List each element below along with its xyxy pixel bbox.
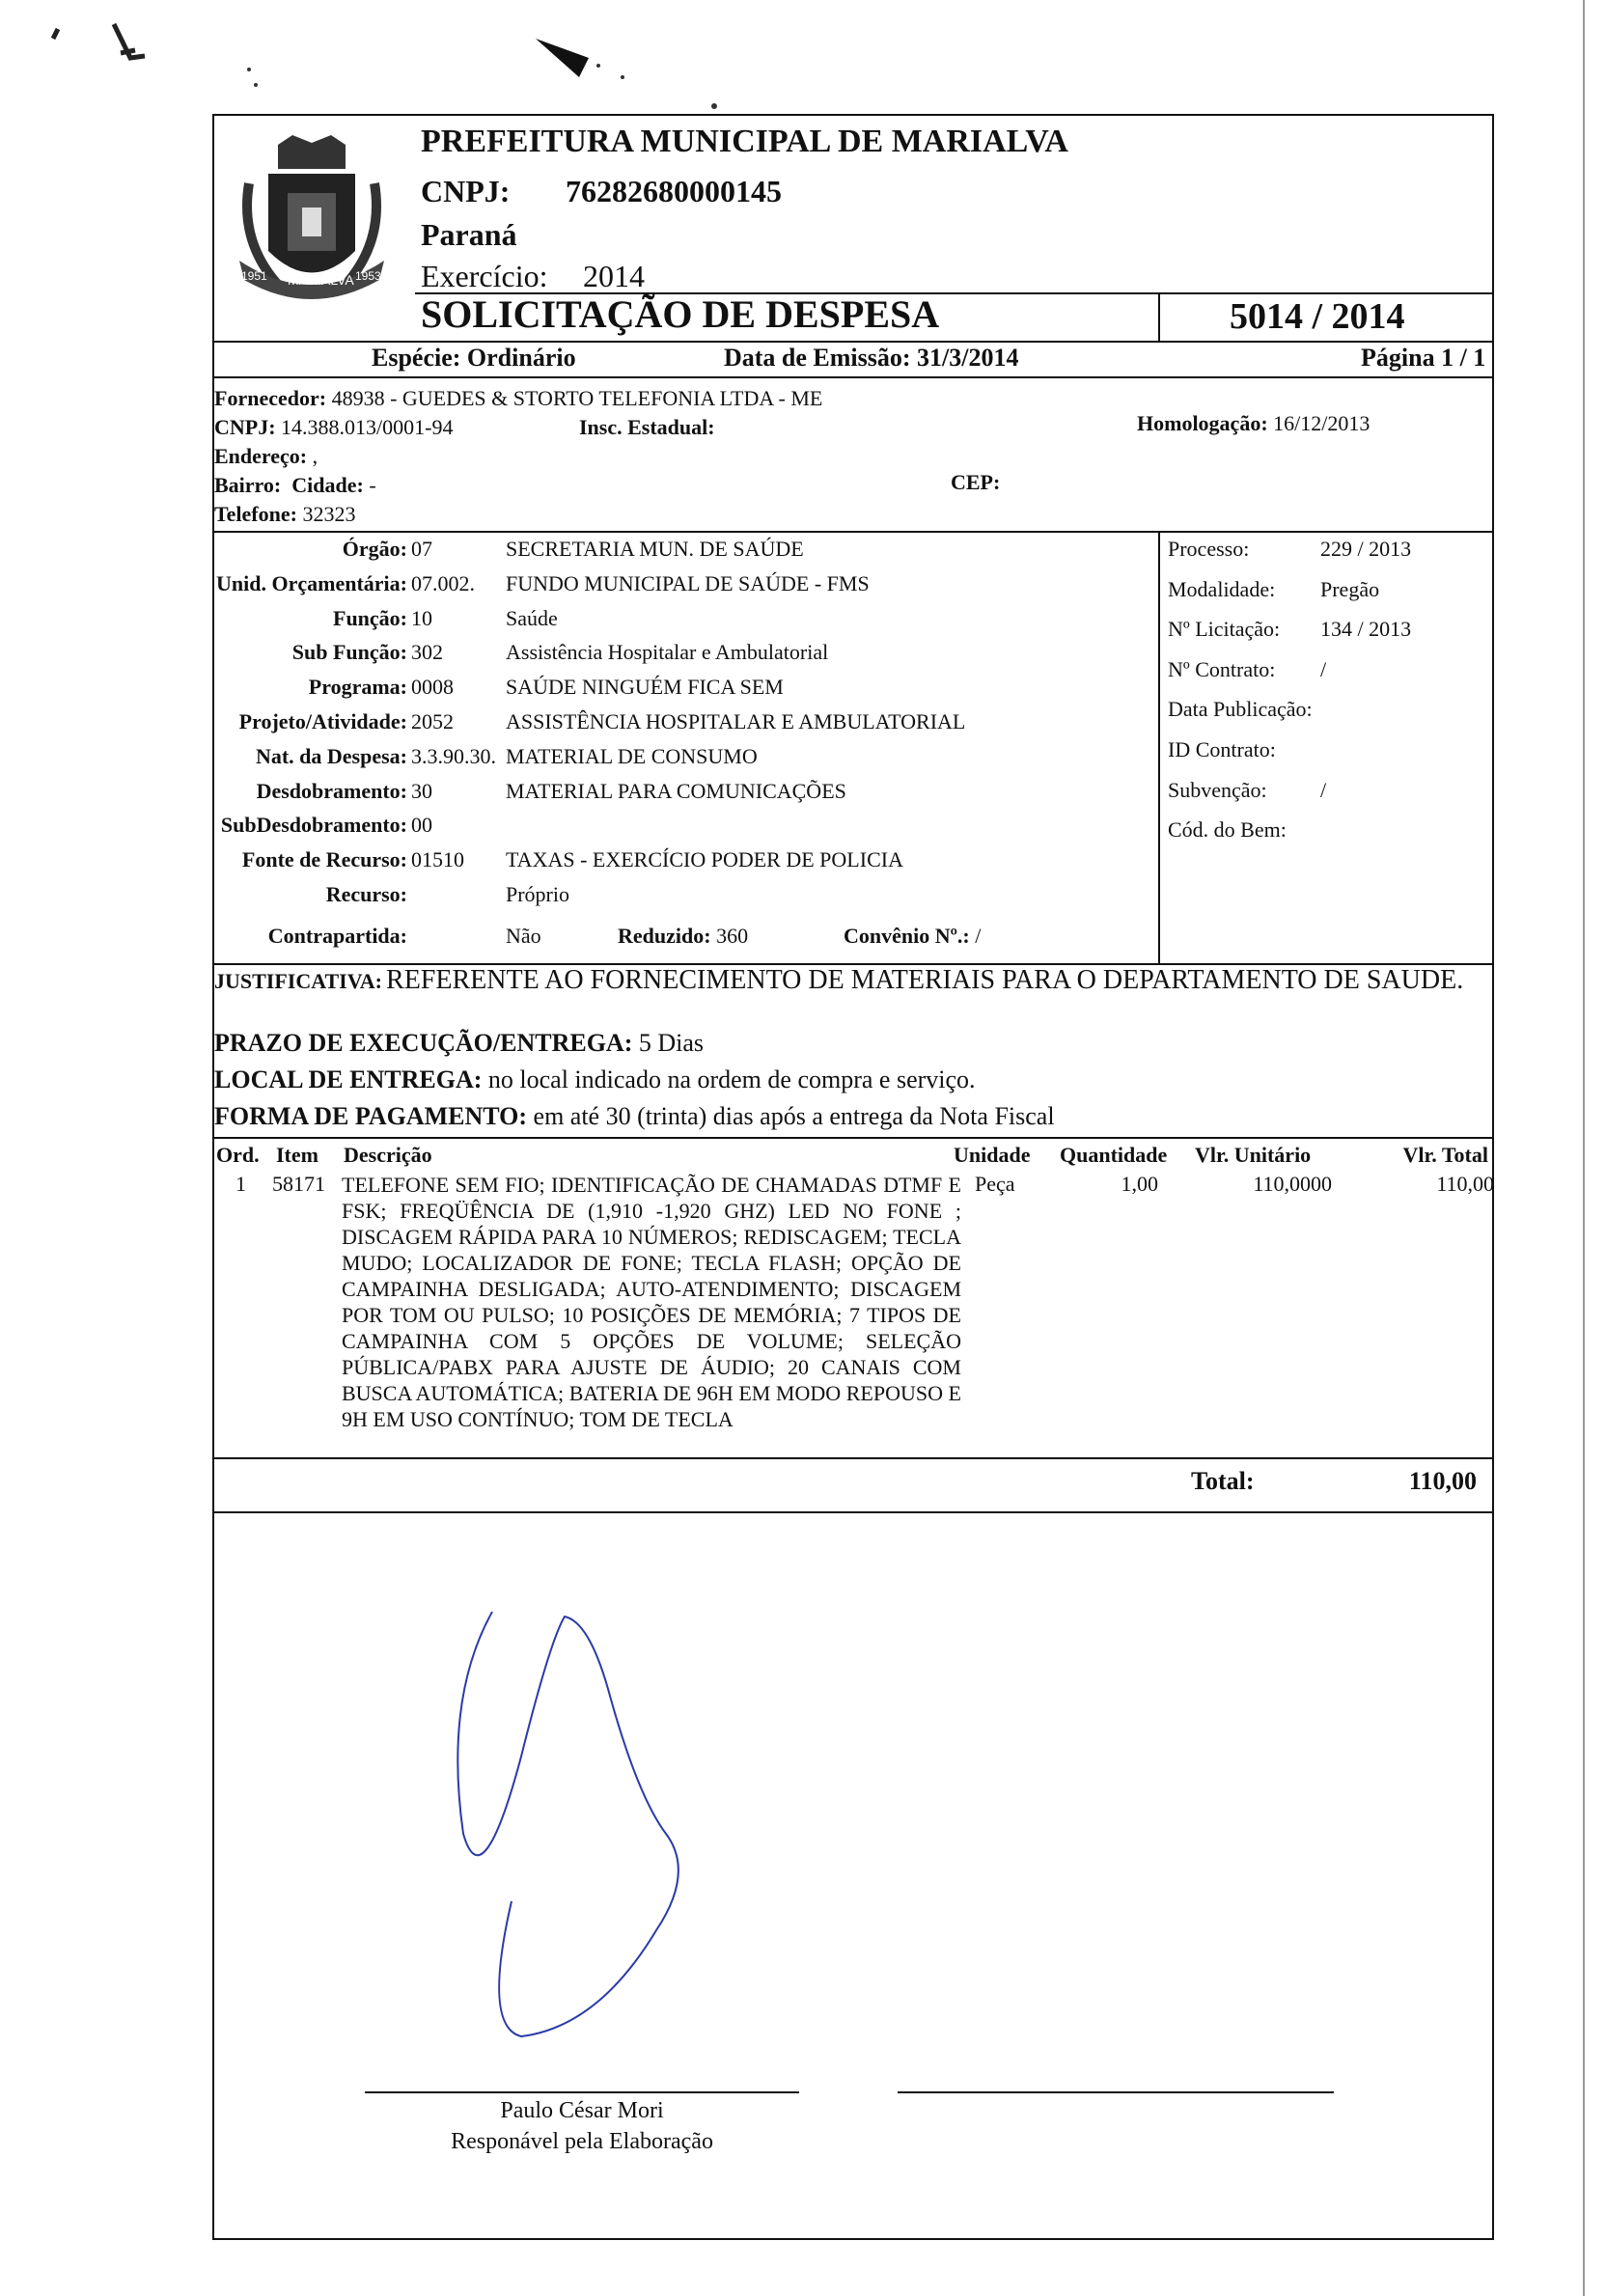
- process-label: ID Contrato:: [1168, 737, 1276, 761]
- item-unit: Peça: [975, 1172, 1015, 1196]
- document-number: 5014 / 2014: [1230, 296, 1405, 337]
- endereco-row: [214, 444, 318, 469]
- page-edge: [1583, 0, 1606, 2296]
- prazo-label: PRAZO DE EXECUÇÃO/ENTREGA:: [214, 1029, 633, 1057]
- bairro-row: [214, 473, 376, 498]
- budget-code: 10: [411, 606, 432, 630]
- emission-date: Data de Emissão: 31/3/2014: [724, 344, 1019, 372]
- crest-text: MARIALVA: [288, 272, 354, 288]
- budget-desc: FUNDO MUNICIPAL DE SAÚDE - FMS: [506, 571, 870, 595]
- endereco-value: ,: [312, 444, 318, 468]
- divider: [212, 376, 1494, 378]
- process-value: /: [1320, 778, 1327, 802]
- total-value: 110,00: [1408, 1467, 1477, 1495]
- pagamento-label: FORMA DE PAGAMENTO:: [214, 1102, 528, 1130]
- crest-year-right: 1953: [355, 269, 381, 283]
- item-qty: 1,00: [1121, 1172, 1158, 1196]
- budget-label: Programa:: [308, 675, 407, 699]
- convenio-value: /: [975, 924, 982, 948]
- scan-marks: [0, 0, 1606, 116]
- budget-label: Órgão:: [342, 537, 407, 561]
- pagamento-row: [214, 1102, 1055, 1131]
- divider: [212, 341, 1494, 343]
- budget-label: Função:: [333, 606, 407, 630]
- budget-label: Unid. Orçamentária:: [216, 571, 407, 595]
- prazo-row: [214, 1029, 704, 1058]
- budget-code: 00: [411, 813, 432, 837]
- header-exercise-label: Exercício:: [421, 259, 548, 293]
- total-label: Total:: [1191, 1467, 1255, 1495]
- prazo-value: 5 Dias: [638, 1029, 705, 1057]
- process-value: /: [1320, 657, 1327, 681]
- endereco-label: Endereço:: [214, 444, 308, 468]
- budget-desc: ASSISTÊNCIA HOSPITALAR E AMBULATORIAL: [506, 709, 966, 733]
- homolog-value: 16/12/2013: [1273, 411, 1371, 435]
- local-row: [214, 1065, 976, 1094]
- reduzido-row: [618, 924, 748, 949]
- cidade-label: Cidade:: [291, 473, 364, 497]
- budget-desc: SAÚDE NINGUÉM FICA SEM: [506, 675, 784, 699]
- crest-year-left: 1951: [241, 269, 267, 283]
- justificativa-row: [214, 965, 1463, 996]
- budget-desc: Próprio: [506, 882, 569, 906]
- process-value: 229 / 2013: [1320, 537, 1412, 561]
- homolog-label: Homologação:: [1137, 411, 1268, 435]
- supplier-row: [214, 386, 822, 411]
- process-label: Subvenção:: [1168, 778, 1267, 802]
- budget-code: 07: [411, 537, 432, 561]
- reduzido-label: Reduzido:: [618, 924, 711, 948]
- budget-desc: MATERIAL PARA COMUNICAÇÕES: [506, 779, 846, 803]
- cep-label: CEP:: [951, 470, 1001, 494]
- local-label: LOCAL DE ENTREGA:: [214, 1065, 483, 1093]
- budget-code: 3.3.90.30.: [411, 744, 496, 768]
- process-value: 134 / 2013: [1320, 617, 1412, 641]
- process-label: Nº Licitação:: [1168, 617, 1281, 641]
- item-total: 110,00: [1436, 1172, 1494, 1196]
- budget-label: SubDesdobramento:: [220, 813, 407, 837]
- municipality-name: PREFEITURA MUNICIPAL DE MARIALVA: [421, 124, 1068, 159]
- signature-line-right: [898, 2091, 1334, 2093]
- fornecedor-value: 48938 - GUEDES & STORTO TELEFONIA LTDA - ME: [331, 386, 823, 410]
- signer-name: Paulo César Mori: [500, 2098, 664, 2123]
- supplier-cnpj-row: [214, 415, 454, 440]
- fornecedor-label: Fornecedor:: [214, 386, 327, 410]
- col-item: Item: [276, 1143, 318, 1167]
- budget-desc: SECRETARIA MUN. DE SAÚDE: [506, 537, 804, 561]
- budget-desc: MATERIAL DE CONSUMO: [506, 744, 758, 768]
- item-description: TELEFONE SEM FIO; IDENTIFICAÇÃO DE CHAMADAS DTMF E FSK; FREQÜÊNCIA DE (1,910 -1,920 GHZ) LED NO FONE ; DISCAGEM RÁPIDA PARA 10 NÚMEROS; REDISCAGEM; TECLA MUDO; LOCALIZADOR DE FONE; TECLA FLASH; OPÇÃO DE CAMPAINHA DESLIGADA; AUTO-ATENDIMENTO; DISCAGEM POR TOM OU PULSO; 10 POSIÇÕES DE MEMÓRIA; 7 TIPOS DE CAMPAINHA COM 5 OPÇÕES DE VOLUME; SELEÇÃO PÚBLICA/PABX PARA AJUSTE DE ÁUDIO; 20 CANAIS COM BUSCA AUTOMÁTICA; BATERIA DE 96H EM MODO REPOUSO E 9H EM USO CONTÍNUO; TOM DE TECLA: [342, 1173, 961, 1431]
- signature-line-left: [365, 2091, 799, 2093]
- telefone-value: 32323: [302, 502, 356, 526]
- supplier-cnpj-label: CNPJ:: [214, 415, 276, 439]
- header-state: Paraná: [421, 217, 517, 252]
- contrapartida-label: Contrapartida:: [267, 924, 407, 948]
- process-value: Pregão: [1320, 577, 1380, 601]
- header-cnpj-value: 76282680000145: [566, 174, 782, 208]
- col-ord: Ord.: [216, 1143, 260, 1167]
- contrapartida-value: Não: [506, 924, 541, 948]
- insc-estadual-label: Insc. Estadual:: [579, 415, 715, 439]
- bairro-label: Bairro:: [214, 473, 282, 497]
- handwritten-signature: [405, 1583, 791, 2065]
- justificativa-label: JUSTIFICATIVA:: [214, 969, 383, 993]
- budget-label: Desdobramento:: [256, 779, 407, 803]
- budget-label: Recurso:: [325, 882, 407, 906]
- divider: [212, 1457, 1494, 1459]
- item-code: 58171: [272, 1172, 325, 1196]
- convenio-row: [844, 924, 981, 949]
- process-label: Data Publicação:: [1168, 697, 1313, 721]
- divider: [1158, 531, 1160, 963]
- item-unit-price: 110,0000: [1253, 1172, 1332, 1196]
- col-unit: Unidade: [954, 1143, 1031, 1167]
- col-unit-price: Vlr. Unitário: [1195, 1143, 1312, 1167]
- budget-code: 30: [411, 779, 432, 803]
- process-label: Cód. do Bem:: [1168, 817, 1287, 842]
- budget-label: Projeto/Atividade:: [238, 709, 407, 733]
- budget-label: Sub Função:: [291, 640, 407, 664]
- signer-role: Responável pela Elaboração: [451, 2129, 713, 2154]
- col-total: Vlr. Total: [1402, 1143, 1488, 1167]
- reduzido-value: 360: [716, 924, 749, 948]
- budget-code: 0008: [411, 675, 454, 699]
- convenio-label: Convênio Nº.:: [844, 924, 970, 948]
- budget-desc: TAXAS - EXERCÍCIO PODER DE POLICIA: [506, 847, 903, 871]
- budget-label: Nat. da Despesa:: [255, 744, 407, 768]
- divider: [212, 1511, 1494, 1513]
- budget-desc: Assistência Hospitalar e Ambulatorial: [506, 640, 829, 664]
- telefone-row: [214, 502, 355, 527]
- budget-code: 2052: [411, 709, 454, 733]
- divider: [212, 531, 1494, 533]
- item-ord: 1: [235, 1172, 246, 1196]
- col-qty: Quantidade: [1060, 1143, 1168, 1167]
- budget-desc: Saúde: [506, 606, 558, 630]
- page-indicator: Página 1 / 1: [1361, 344, 1486, 372]
- document-title: SOLICITAÇÃO DE DESPESA: [421, 292, 940, 336]
- process-label: Modalidade:: [1168, 577, 1276, 601]
- supplier-cnpj-value: 14.388.013/0001-94: [281, 415, 454, 439]
- homolog-row: [1137, 411, 1370, 436]
- budget-code: 01510: [411, 847, 464, 871]
- divider: [1158, 292, 1160, 341]
- telefone-label: Telefone:: [214, 502, 297, 526]
- budget-label: Fonte de Recurso:: [241, 847, 407, 871]
- cidade-value: -: [369, 473, 376, 497]
- header-exercise-value: 2014: [583, 259, 645, 293]
- process-label: Processo:: [1168, 537, 1250, 561]
- divider: [212, 1137, 1494, 1139]
- process-label: Nº Contrato:: [1168, 657, 1276, 681]
- col-desc: Descrição: [344, 1143, 432, 1167]
- budget-code: 07.002.: [411, 571, 475, 595]
- municipal-crest-icon: [220, 125, 403, 309]
- header-cnpj-label: CNPJ:: [421, 174, 511, 208]
- budget-code: 302: [411, 640, 443, 664]
- pagamento-value: em até 30 (trinta) dias após a entrega da Nota Fiscal: [533, 1102, 1055, 1130]
- local-value: no local indicado na ordem de compra e serviço.: [487, 1065, 976, 1093]
- justificativa-value: REFERENTE AO FORNECIMENTO DE MATERIAIS PARA O DEPARTAMENTO DE SAUDE.: [386, 965, 1464, 995]
- especie: Espécie: Ordinário: [372, 344, 576, 372]
